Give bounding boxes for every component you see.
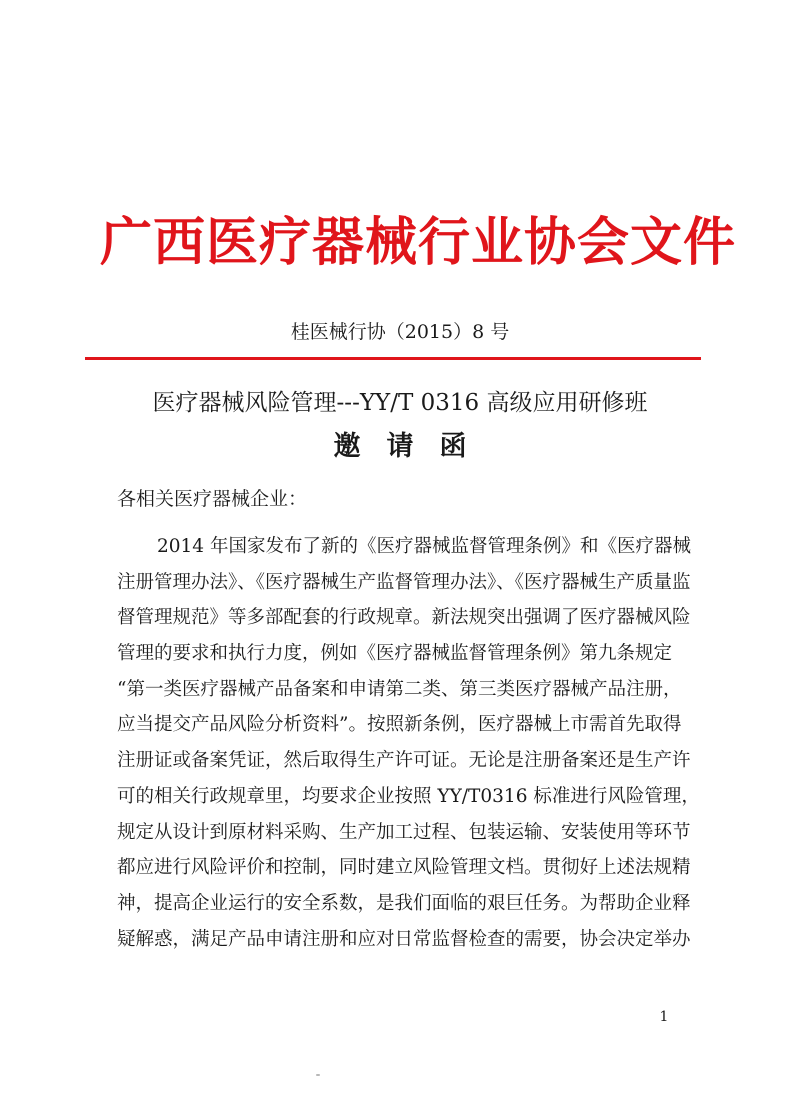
document-title: 医疗器械风险管理---YY/T 0316 高级应用研修班 (152, 390, 648, 416)
body-line: 2014 年国家发布了新的《医疗器械监督管理条例》和《医疗器械 (157, 536, 691, 557)
body-line: 可的相关行政规章里，均要求企业按照 YY/T0316 标准进行风险管理， (117, 785, 700, 807)
body-line: 注册证或备案凭证，然后取得生产许可证。无论是注册备案还是生产许 (117, 750, 691, 772)
body-line: 疑解惑，满足产品申请注册和应对日常监督检查的需要，协会决定举办 (117, 928, 691, 950)
body-line: 神，提高企业运行的安全系数，是我们面临的艰巨任务。为帮助企业释 (117, 892, 691, 914)
body-text (117, 529, 700, 957)
document-subtitle: 邀请函 (333, 431, 493, 462)
body-line: 注册管理办法》、《医疗器械生产监督管理办法》、《医疗器械生产质量监 (117, 571, 691, 593)
document-number: 桂医械行协（2015）8 号 (290, 321, 510, 343)
scan-speck (316, 1074, 320, 1076)
body-line: “第一类医疗器械产品备案和申请第二类、第三类医疗器械产品注册， (117, 678, 682, 700)
body-line: 管理的要求和执行力度，例如《医疗器械监督管理条例》第九条规定 (117, 643, 673, 665)
body-line: 都应进行风险评价和控制，同时建立风险管理文档。贯彻好上述法规精 (117, 857, 691, 879)
salutation: 各相关医疗器械企业： (117, 488, 308, 510)
issuer-header-title: 广西医疗器械行业协会文件 (100, 213, 737, 273)
body-line: 规定从设计到原材料采购、生产加工过程、包装运输、安装使用等环节 (117, 821, 691, 843)
page-number: 1 (659, 1009, 669, 1025)
body-line: 应当提交产品风险分析资料”。按照新条例，医疗器械上市需首先取得 (117, 714, 682, 736)
red-separator-line (85, 357, 701, 360)
body-line: 督管理规范》等多部配套的行政规章。新法规突出强调了医疗器械风险 (117, 607, 691, 629)
